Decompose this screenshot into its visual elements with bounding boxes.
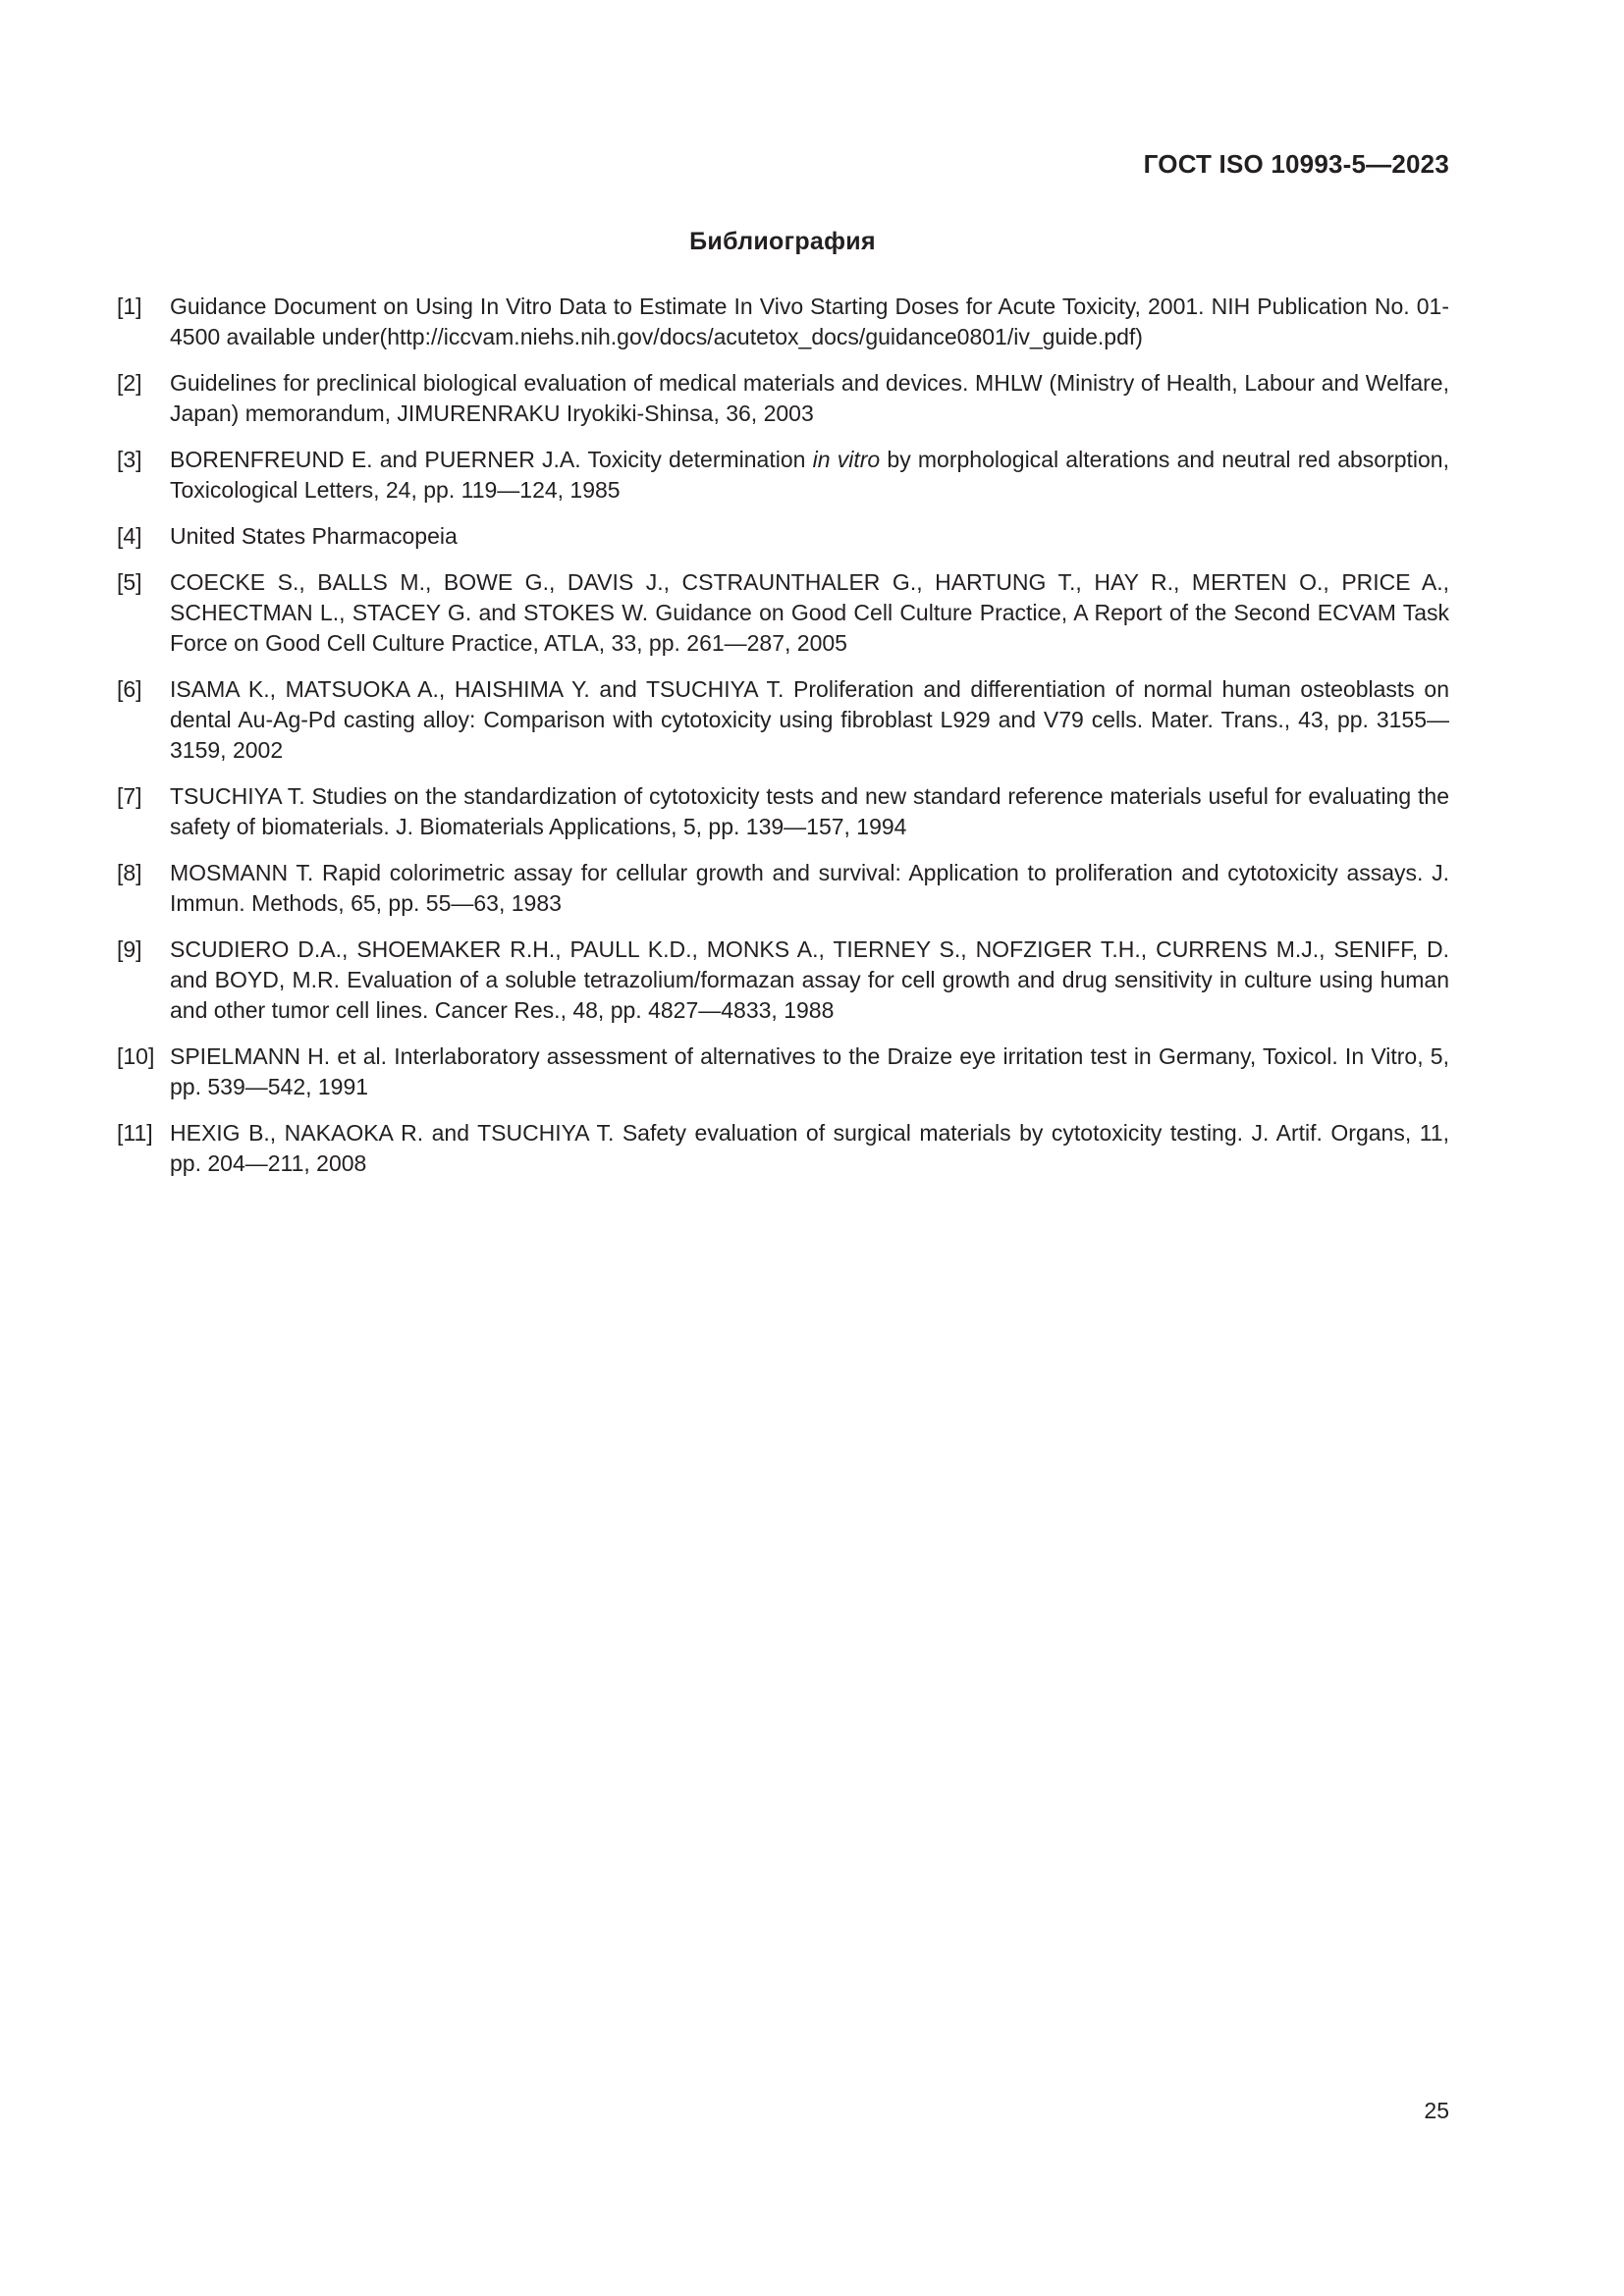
reference-item (117, 292, 1449, 352)
reference-item (117, 521, 1449, 552)
reference-number: [2] (117, 370, 142, 396)
reference-text-italic: in vitro (812, 447, 881, 472)
reference-text-part: BORENFREUND E. and PUERNER J.A. Toxicity determination (170, 447, 813, 472)
reference-item (117, 368, 1449, 429)
reference-text: MOSMANN T. Rapid colorimetric assay for cellular growth and survival: Application to proliferation and cytotoxicity assays. J. Immun. Methods, 65, pp. 55—63, 1983 (170, 860, 1449, 916)
reference-item (117, 858, 1449, 919)
reference-number: [4] (117, 523, 142, 549)
reference-item (117, 445, 1449, 506)
reference-text: ISAMA K., MATSUOKA A., HAISHIMA Y. and TSUCHIYA T. Proliferation and differentiation of normal human osteoblasts on dental Au-Ag-Pd casting alloy: Comparison with cytotoxicity using fibroblast L929 and V79 cells. Mater. Trans., 43, pp. 3155—3159, 2002 (170, 676, 1449, 763)
reference-text-part: by morphological alterations and neutral red absorption, Toxicological Letters, 24, pp. 119—124, 1985 (170, 447, 1449, 503)
reference-text: COECKE S., BALLS M., BOWE G., DAVIS J., CSTRAUNTHALER G., HARTUNG T., HAY R., MERTEN O., PRICE A., SCHECTMAN L., STACEY G. and STOKES W. Guidance on Good Cell Culture Practice, A Report of the Second ECVAM Task Force on Good Cell Culture Practice, ATLA, 33, pp. 261—287, 2005 (170, 569, 1449, 656)
reference-number: [5] (117, 569, 142, 595)
reference-list (117, 292, 1449, 1195)
reference-item (117, 1118, 1449, 1179)
page-number: 25 (1424, 2098, 1449, 2123)
reference-number: [1] (117, 294, 142, 319)
reference-item (117, 567, 1449, 659)
reference-item (117, 1041, 1449, 1102)
reference-text: SCUDIERO D.A., SHOEMAKER R.H., PAULL K.D., MONKS A., TIERNEY S., NOFZIGER T.H., CURRENS M.J., SENIFF, D. and BOYD, M.R. Evaluation of a soluble tetrazolium/formazan assay for cell growth and drug sensitivity in culture using human and other tumor cell lines. Cancer Res., 48, pp. 4827—4833, 1988 (170, 936, 1449, 1023)
reference-number: [8] (117, 860, 142, 885)
reference-item (117, 674, 1449, 766)
reference-item (117, 781, 1449, 842)
reference-number: [10] (117, 1043, 155, 1069)
reference-text: SPIELMANN H. et al. Interlaboratory assessment of alternatives to the Draize eye irritation test in Germany, Toxicol. In Vitro, 5, pp. 539—542, 1991 (170, 1043, 1449, 1099)
reference-text: HEXIG B., NAKAOKA R. and TSUCHIYA T. Safety evaluation of surgical materials by cytotoxicity testing. J. Artif. Organs, 11, pp. 204—211, 2008 (170, 1120, 1449, 1176)
reference-number: [6] (117, 676, 142, 702)
reference-item (117, 934, 1449, 1026)
reference-text (170, 445, 1449, 506)
reference-text: Guidelines for preclinical biological evaluation of medical materials and devices. MHLW (Ministry of Health, Labour and Welfare, Japan) memorandum, JIMURENRAKU Iryokiki-Shinsa, 36, 2003 (170, 370, 1449, 426)
reference-number: [11] (117, 1120, 153, 1146)
reference-text: TSUCHIYA T. Studies on the standardization of cytotoxicity tests and new standard reference materials useful for evaluating the safety of biomaterials. J. Biomaterials Applications, 5, pp. 139—157, 1994 (170, 783, 1449, 839)
reference-number: [9] (117, 936, 142, 962)
reference-number: [7] (117, 783, 142, 809)
reference-text: Guidance Document on Using In Vitro Data to Estimate In Vivo Starting Doses for Acute Toxicity, 2001. NIH Publication No. 01-4500 available under(http://iccvam.niehs.nih.gov/docs/acutetox_docs/guidance0801/iv_guide.pdf) (170, 294, 1449, 349)
document-code-header: ГОСТ ISO 10993-5—2023 (1143, 149, 1449, 179)
bibliography-title: Библиография (689, 228, 876, 255)
reference-number: [3] (117, 447, 142, 472)
reference-text: United States Pharmacopeia (170, 523, 458, 549)
